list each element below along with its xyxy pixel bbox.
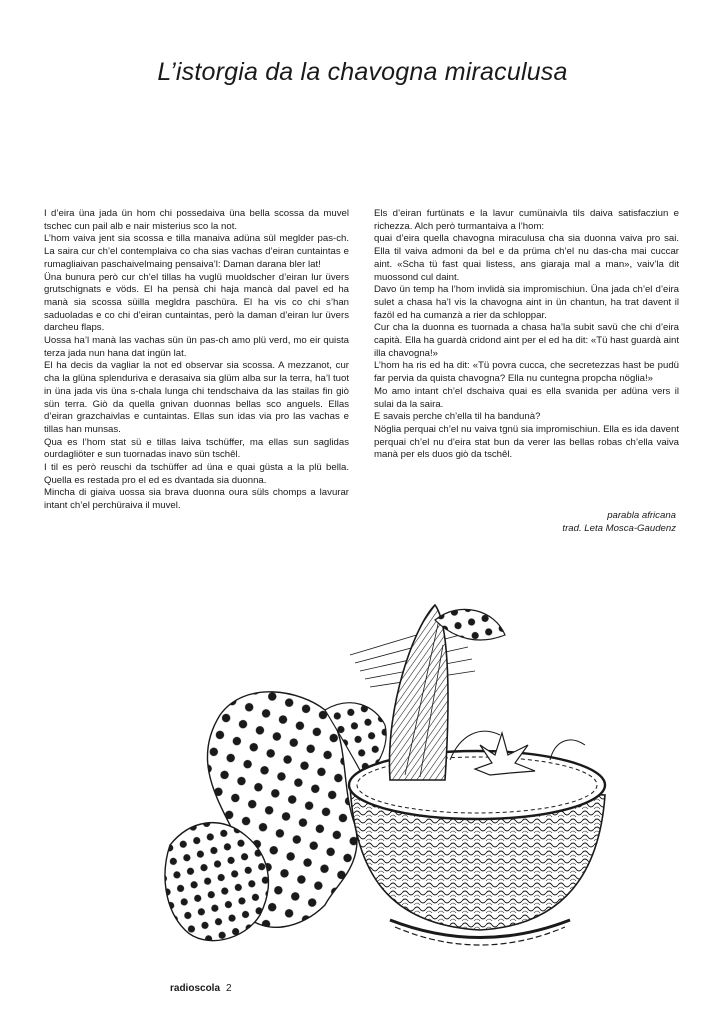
paragraph: Mo amo intant ch’el dschaiva quai es ella svanida per adüna vers il sulai da la saira. [374,385,679,410]
paragraph: El ha decis da vagliar la not ed observar sia scossa. A mezzanot, cur cha la glüna splenduriva e derasaiva sia glüm alba sur la terra, ha’l tuot in üna jada vis üna s-chala lunga chi tendschaiva da las stailas fin giò sün terra. Giò da quella gnivan duonnas bellas sco anguels. Ellas d’eiran grazchaivlas e cuntaintas. Ellas sun idas via pro las vachas e tillas han munsas. [44,360,349,435]
paragraph: Qua es l’hom stat sü e tillas laiva tschüffer, ma ellas sun saglidas ourdagliöter e sun tuornadas inavo sün tschêl. [44,436,349,461]
paragraph: Cur cha la duonna es tuornada a chasa ha’la subit savü che chi d’eira capità. Ella ha guardà cridond aint per el ed ha dit: «Tü hast guardà aint illa chavogna!» [374,322,679,359]
paragraph: L’hom vaiva jent sia scossa e tilla manaiva adüna sül meglder pas-ch. La saira cur ch’el contemplaiva co cha sias vachas d’eiran cuntaintas e rumagliaivan paschaivelmaing pensaiva’l: Daman darana bler lat! [44,233,349,270]
page-footer [170,983,232,994]
paragraph: Els d’eiran furtünats e la lavur cumünaivla tils daiva satisfacziun e richezza. Alch però turmantaiva a l’hom: [374,208,679,232]
paragraph: Mincha di giaiva uossa sia brava duonna oura süls chomps a lavurar intant ch’el perchüraiva il muvel. [44,487,349,512]
story-column-left [44,208,349,513]
story-column-right [374,208,679,462]
paragraph: I d’eira üna jada ün hom chi possedaiva üna bella scossa da muvel tschec cun pail alb e nair misterius sco la not. [44,208,349,232]
paragraph: Üna bunura però cur ch’el tillas ha vuglü muoldscher d’eiran lur üvers grutschignats e vöds. El ha pensà chi haja mancà dal pavel ed ha manà sia scossa süilla megldra paschüra. El ha vis co chi s’han saduoladas e co chi d’eiran cuntaintas, però la daman d’eiran lur üvers darcheu flaps. [44,271,349,334]
story-credits [374,509,680,535]
translator-label: trad. Leta Mosca-Gaudenz [562,523,676,534]
paragraph: L’hom ha ris ed ha dit: «Tü povra cucca, che secretezzas hast be pudü far pervia da quista chavogna? Ella nu cuntegna propcha nöglia!» [374,360,679,385]
page-title: L’istorgia da la chavogna miraculusa [157,58,568,86]
paragraph: Nöglia perquai ch’el nu vaiva tgnü sia impromischiun. Ella es ida davent perquai ch’el nu d’eira stat bun da verer las bellas robas ch’ella vaiva manà per els duos giò da tschêl. [374,423,679,461]
genre-label: parabla africana [607,510,676,521]
basket-handle [389,605,448,780]
basket [349,751,605,945]
publication-name: radioscola [170,983,221,994]
paragraph: I til es però reuschi da tschüffer ad üna e quai güsta a la plü bella. Quella es restada pro el ed es dvantada sia duonna. [44,462,349,486]
cloth-knot [435,609,505,640]
paragraph: E savais perche ch’ella til ha bandunà? [374,411,541,423]
paragraph: quai d’eira quella chavogna miraculusa cha sia duonna vaiva pro sai. Ella til vaiva admoni da bel e da prüma ch’el nu das-cha mai cuccar aint. «Scha tü fast quai listess, ans giaraja mal a man», vaiv’la dit muossond cul daint. [374,233,679,283]
paragraph: Uossa ha’l manà las vachas sün ün pas-ch amo plü verd, mo eir quista terza jada nun hana dat ingün lat. [44,335,349,359]
paragraph: Davo ün temp ha l’hom invlidà sia impromischiun. Üna jada ch’el d’eira sulet a chasa ha’l vis la chavogna aint in ün chantun, ha trat davent il fazöl ed ha cumanzà a rier da schloppar. [374,284,679,321]
page-number: 2 [226,983,232,994]
basket-with-cloth-icon [150,585,620,965]
